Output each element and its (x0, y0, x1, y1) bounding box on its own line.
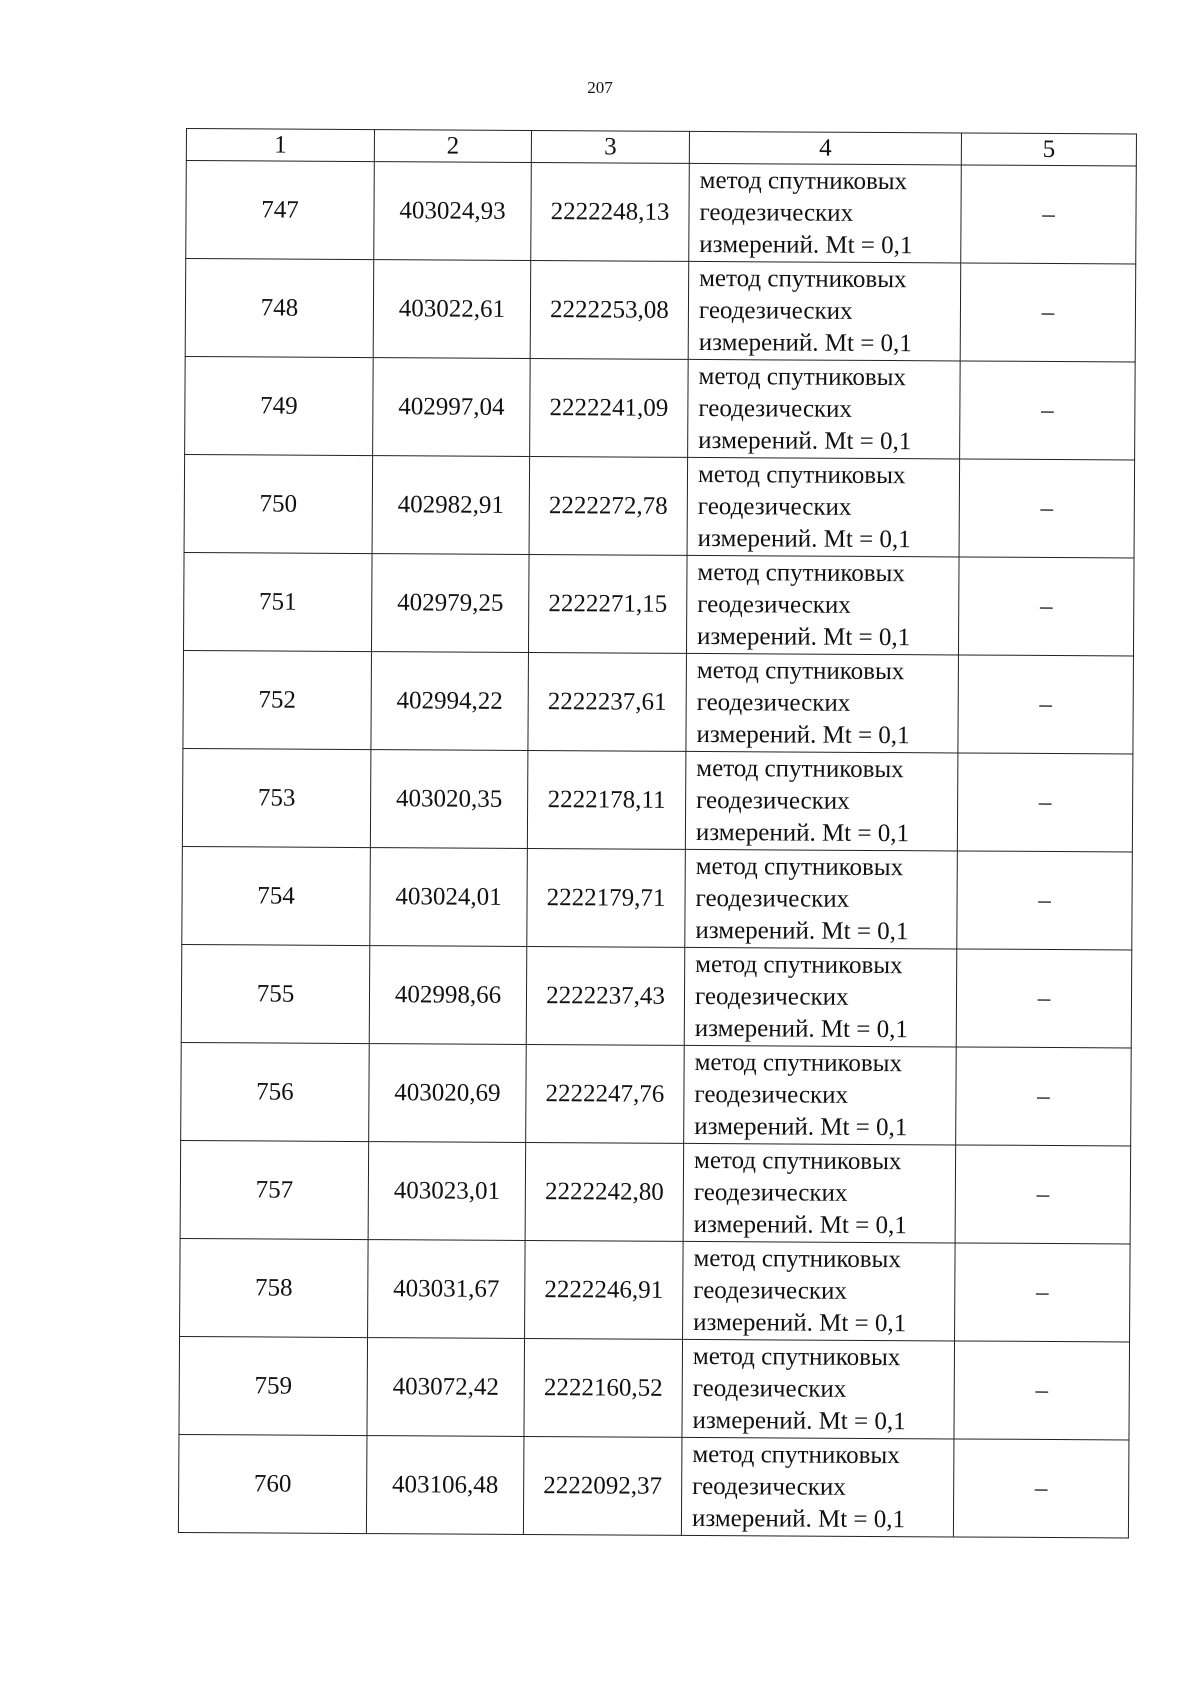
method-line: метод спутниковых (695, 852, 904, 881)
header-cell-y: 3 (531, 130, 689, 163)
method-line: измерений. Mt = 0,1 (694, 1014, 908, 1043)
cell-method (681, 1437, 954, 1537)
method-line: геодезических (693, 1178, 848, 1207)
method-line: геодезических (696, 688, 851, 717)
method-line: метод спутниковых (697, 460, 906, 489)
table-row (182, 748, 1133, 851)
method-line: метод спутниковых (697, 558, 905, 587)
page-number: 207 (587, 78, 613, 97)
cell-y-coordinate: 2222160,52 (524, 1338, 683, 1437)
cell-x-coordinate: 403106,48 (366, 1436, 524, 1535)
cell-note: – (958, 557, 1134, 656)
cell-point-number: 756 (181, 1042, 370, 1141)
method-line: метод спутниковых (693, 1244, 901, 1273)
table-row (183, 650, 1134, 753)
table-row (179, 1336, 1130, 1439)
cell-note: – (960, 263, 1136, 362)
method-line: геодезических (694, 1080, 849, 1109)
cell-x-coordinate: 402982,91 (372, 456, 530, 555)
cell-method (685, 849, 958, 949)
table-row (185, 259, 1136, 362)
method-line: геодезических (692, 1374, 847, 1403)
cell-x-coordinate: 402994,22 (371, 652, 529, 751)
method-line: измерений. Mt = 0,1 (694, 1112, 908, 1141)
cell-note: – (956, 949, 1132, 1048)
table-row (180, 1238, 1131, 1341)
cell-method (686, 653, 959, 753)
cell-y-coordinate: 2222178,11 (527, 750, 686, 849)
cell-point-number: 755 (181, 944, 370, 1043)
header-cell-note: 5 (961, 133, 1136, 166)
method-line: измерений. Mt = 0,1 (698, 426, 912, 455)
cell-point-number: 751 (183, 552, 372, 651)
cell-y-coordinate: 2222242,80 (525, 1142, 684, 1241)
method-line: измерений. Mt = 0,1 (697, 524, 911, 553)
cell-x-coordinate: 402979,25 (371, 554, 529, 653)
method-line: измерений. Mt = 0,1 (696, 720, 910, 749)
cell-note: – (956, 1047, 1132, 1146)
cell-method (683, 1143, 956, 1243)
cell-x-coordinate: 402998,66 (369, 946, 527, 1045)
table-row (181, 944, 1132, 1047)
cell-x-coordinate: 403020,69 (369, 1044, 527, 1143)
cell-method (682, 1339, 955, 1439)
method-line: метод спутниковых (696, 754, 904, 783)
cell-y-coordinate: 2222237,43 (526, 946, 685, 1045)
cell-method (684, 1045, 957, 1145)
cell-x-coordinate: 403024,01 (370, 848, 528, 947)
method-line: геодезических (694, 982, 849, 1011)
table-row (183, 552, 1134, 655)
method-line: метод спутниковых (699, 166, 908, 195)
table-row (184, 454, 1135, 557)
cell-x-coordinate: 403072,42 (367, 1338, 525, 1437)
cell-note: – (957, 753, 1133, 852)
cell-point-number: 760 (178, 1434, 367, 1533)
cell-method (686, 555, 959, 655)
method-line: измерений. Mt = 0,1 (693, 1308, 907, 1337)
table-body (178, 161, 1136, 1538)
cell-y-coordinate: 2222241,09 (530, 358, 689, 457)
cell-note: – (953, 1439, 1129, 1538)
cell-x-coordinate: 403022,61 (373, 260, 531, 359)
cell-method (688, 359, 961, 459)
cell-y-coordinate: 2222237,61 (528, 652, 687, 751)
method-line: геодезических (693, 1276, 847, 1305)
method-line: измерений. Mt = 0,1 (699, 230, 913, 259)
table-row (178, 1434, 1129, 1537)
cell-point-number: 750 (184, 454, 373, 553)
cell-method (688, 261, 961, 361)
cell-point-number: 757 (180, 1140, 369, 1239)
cell-y-coordinate: 2222271,15 (528, 554, 687, 653)
cell-point-number: 759 (179, 1336, 368, 1435)
method-line: геодезических (695, 884, 850, 913)
header-cell-x: 2 (374, 130, 531, 163)
cell-method (687, 457, 960, 557)
method-line: геодезических (696, 786, 850, 815)
table-row (186, 161, 1137, 264)
cell-point-number: 747 (186, 161, 375, 260)
cell-point-number: 754 (182, 846, 371, 945)
cell-point-number: 749 (185, 356, 374, 455)
cell-x-coordinate: 403024,93 (374, 162, 532, 261)
cell-method (685, 751, 958, 851)
method-line: метод спутниковых (695, 950, 903, 979)
cell-point-number: 758 (180, 1238, 369, 1337)
method-line: метод спутниковых (698, 362, 907, 391)
cell-y-coordinate: 2222253,08 (530, 260, 689, 359)
method-line: метод спутниковых (696, 656, 905, 685)
table-row (181, 1042, 1132, 1145)
cell-y-coordinate: 2222246,91 (525, 1240, 684, 1339)
method-line: геодезических (692, 1472, 846, 1501)
header-cell-point: 1 (186, 129, 374, 162)
method-line: измерений. Mt = 0,1 (691, 1504, 906, 1533)
cell-note: – (954, 1341, 1130, 1440)
cell-note: – (958, 655, 1134, 754)
method-line: геодезических (697, 590, 851, 619)
method-line: измерений. Mt = 0,1 (695, 818, 910, 847)
coordinates-table (178, 128, 1137, 1538)
cell-point-number: 748 (185, 259, 374, 358)
table-row (185, 356, 1136, 459)
method-line: метод спутниковых (693, 1146, 902, 1175)
cell-note: – (957, 851, 1133, 950)
cell-y-coordinate: 2222179,71 (527, 848, 686, 947)
cell-method (684, 947, 957, 1047)
method-line: геодезических (699, 198, 854, 227)
cell-y-coordinate: 2222092,37 (523, 1436, 682, 1535)
method-line: метод спутниковых (692, 1342, 901, 1371)
method-line: измерений. Mt = 0,1 (695, 916, 909, 945)
cell-note: – (959, 459, 1135, 558)
method-line: измерений. Mt = 0,1 (692, 1406, 906, 1435)
header-cell-method: 4 (689, 131, 961, 165)
cell-x-coordinate: 403020,35 (370, 750, 528, 849)
cell-note: – (960, 361, 1136, 460)
cell-method (689, 163, 962, 263)
method-line: геодезических (698, 296, 853, 325)
method-line: геодезических (698, 394, 853, 423)
method-line: метод спутниковых (692, 1440, 900, 1469)
cell-point-number: 752 (183, 650, 372, 749)
cell-point-number: 753 (182, 748, 371, 847)
cell-note: – (955, 1243, 1131, 1342)
method-line: метод спутниковых (694, 1048, 903, 1077)
cell-note: – (955, 1145, 1131, 1244)
method-line: измерений. Mt = 0,1 (697, 622, 911, 651)
table-row (180, 1140, 1131, 1243)
cell-note: – (961, 165, 1137, 264)
cell-x-coordinate: 402997,04 (373, 358, 531, 457)
table-row (182, 846, 1133, 949)
method-line: измерений. Mt = 0,1 (698, 328, 912, 357)
cell-y-coordinate: 2222247,76 (526, 1044, 685, 1143)
cell-method (683, 1241, 956, 1341)
cell-x-coordinate: 403023,01 (368, 1142, 526, 1241)
cell-y-coordinate: 2222272,78 (529, 456, 688, 555)
method-line: измерений. Mt = 0,1 (693, 1210, 907, 1239)
cell-y-coordinate: 2222248,13 (531, 162, 690, 261)
cell-x-coordinate: 403031,67 (368, 1240, 526, 1339)
method-line: метод спутниковых (699, 264, 907, 293)
method-line: геодезических (697, 492, 852, 521)
